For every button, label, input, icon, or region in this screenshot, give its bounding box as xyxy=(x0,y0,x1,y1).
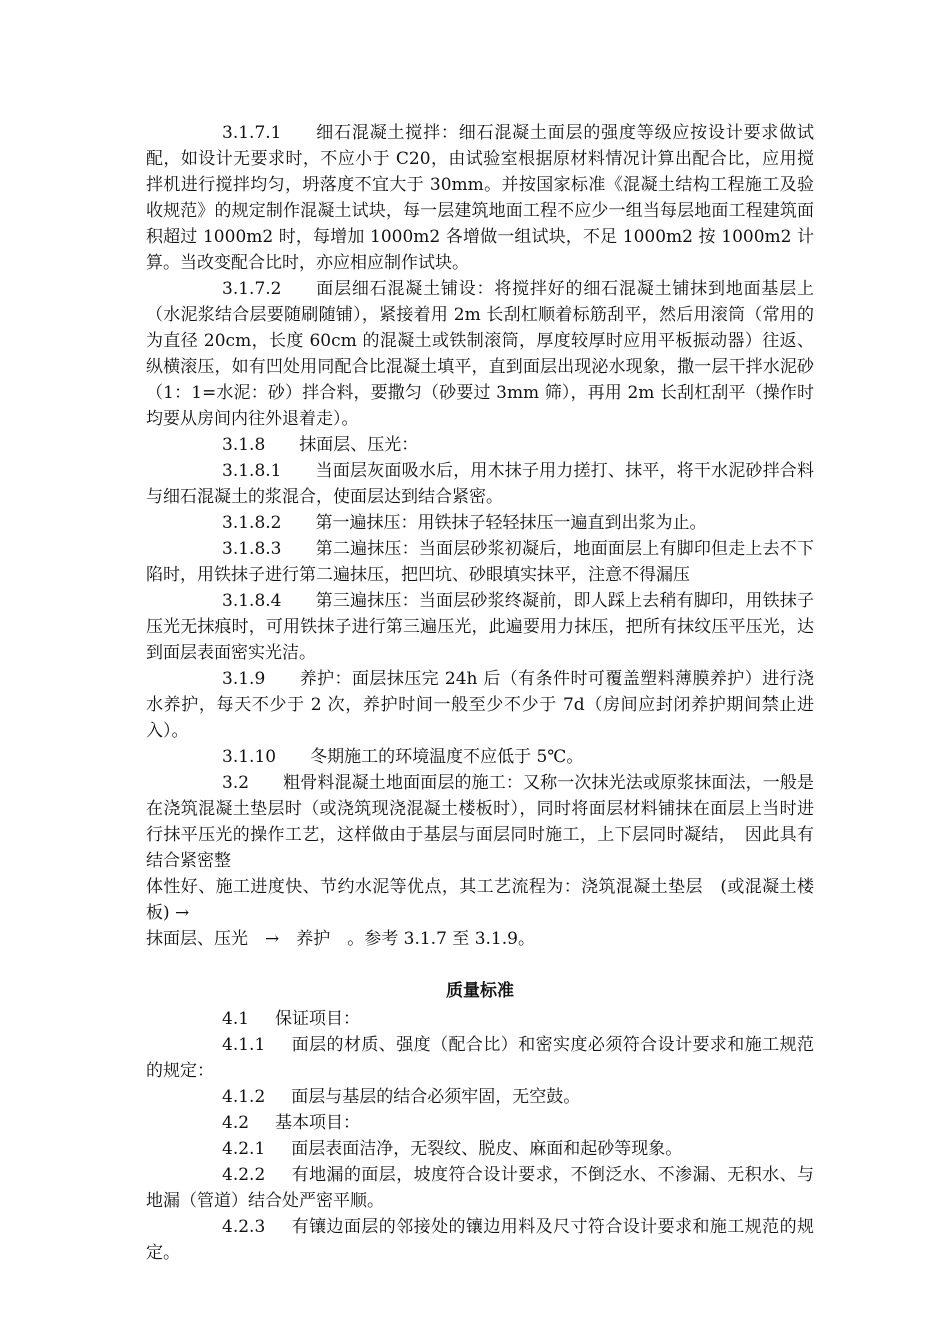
section-number: 3.1.8 xyxy=(222,435,266,455)
section-number: 4.2 xyxy=(222,1113,250,1133)
section-number: 3.1.8.2 xyxy=(222,513,282,533)
continuation-line-2: 抹面层、压光 → 养护 。参考 3.1.7 至 3.1.9。 xyxy=(146,929,535,949)
paragraph-text: 抹面层、压光： xyxy=(299,435,419,455)
paragraph-text: 保证项目： xyxy=(275,1009,361,1029)
paragraph-4-1 xyxy=(146,1006,814,1032)
paragraph-text: 细石混凝土搅拌：细石混凝土面层的强度等级应按设计要求做试配，如设计无要求时，不应小于 C20，由试验室根据原材料情况计算出配合比，应用搅拌机进行搅拌均匀，坍落度不宜大于 30mm。并按国家标准《混凝土结构工程施工及验收规范》的规定制作混凝土试块，每一层建筑地面工程不应少一组当每层地面工程建筑面积超过 1000m2 时，每增加 1000m2 各增做一组试块，不足 1000m2 按 1000m2 计算。当改变配合比时，亦应相应制作试块。 xyxy=(146,123,814,273)
paragraph-text: 当面层灰面吸水后，用木抹子用力搓打、抹平，将干水泥砂拌合料与细石混凝土的浆混合，使面层达到结合紧密。 xyxy=(146,461,814,507)
section-number: 3.1.7.1 xyxy=(222,123,282,143)
paragraph-4-2-2 xyxy=(146,1162,814,1214)
continuation-line-1: 体性好、施工进度快、节约水泥等优点，其工艺流程为：浇筑混凝土垫层 (或混凝土楼板) → xyxy=(146,877,814,923)
section-number: 3.1.9 xyxy=(222,669,266,689)
section-number: 4.1.1 xyxy=(222,1035,266,1055)
paragraph-4-2-3 xyxy=(146,1214,814,1266)
paragraph-text: 第二遍抹压：当面层砂浆初凝后，地面面层上有脚印但走上去不下陷时，用铁抹子进行第二遍抹压，把凹坑、砂眼填实抹平，注意不得漏压 xyxy=(146,539,814,585)
paragraph-3-1-9 xyxy=(146,666,814,744)
paragraph-text: 基本项目： xyxy=(275,1113,361,1133)
paragraph-text: 面层表面洁净，无裂纹、脱皮、麻面和起砂等现象。 xyxy=(291,1139,683,1159)
paragraph-text: 第一遍抹压：用铁抹子轻轻抹压一遍直到出浆为止。 xyxy=(315,513,707,533)
section-number: 4.1 xyxy=(222,1009,250,1029)
paragraph-text: 面层与基层的结合必须牢固，无空鼓。 xyxy=(291,1087,581,1107)
paragraph-3-1-8-2 xyxy=(146,510,814,536)
paragraph-text: 第三遍抹压：当面层砂浆终凝前，即人踩上去稍有脚印，用铁抹子压光无抹痕时，可用铁抹子进行第三遍压光，此遍要用力抹压，把所有抹纹压平压光，达到面层表面密实光洁。 xyxy=(146,591,814,663)
paragraph-3-1-8-1 xyxy=(146,458,814,510)
paragraph-3-1-8 xyxy=(146,432,814,458)
paragraph-3-1-8-3 xyxy=(146,536,814,588)
paragraph-3-1-7-2 xyxy=(146,276,814,432)
paragraph-3-1-8-4 xyxy=(146,588,814,666)
paragraph-4-2 xyxy=(146,1110,814,1136)
paragraph-3-1-7-1 xyxy=(146,120,814,276)
section-heading: 质量标准 xyxy=(446,981,514,1001)
paragraph-text: 面层的材质、强度（配合比）和密实度必须符合设计要求和施工规范的规定： xyxy=(146,1035,814,1081)
section-number: 3.2 xyxy=(222,773,250,793)
section-number: 4.2.2 xyxy=(222,1165,266,1185)
paragraph-text: 有地漏的面层，坡度符合设计要求，不倒泛水、不渗漏、无积水、与地漏（管道）结合处严密平顺。 xyxy=(146,1165,814,1211)
paragraph-4-1-2 xyxy=(146,1084,814,1110)
paragraph-4-1-1 xyxy=(146,1032,814,1084)
paragraph-text: 面层细石混凝土铺设：将搅拌好的细石混凝土铺抹到地面基层上（水泥浆结合层要随刷随铺），紧接着用 2m 长刮杠顺着标筋刮平，然后用滚筒（常用的为直径 20cm，长度 60cm 的混凝土或铁制滚筒，厚度较厚时应用平板振动器）往返、纵横滚压，如有凹处用同配合比混凝土填平，直到面层出现泌水现象，撒一层干拌水泥砂（1：1=水泥：砂）拌合料，要撒匀（砂要过 3mm 筛），再用 2m 长刮杠刮平（操作时均要从房间内往外退着走）。 xyxy=(146,279,814,429)
paragraph-text: 养护：面层抹压完 24h 后（有条件时可覆盖塑料薄膜养护）进行浇水养护，每天不少于 2 次，养护时间一般至少不少于 7d（房间应封闭养护期间禁止进入）。 xyxy=(146,669,814,741)
paragraph-3-2 xyxy=(146,770,814,874)
section-number: 4.1.2 xyxy=(222,1087,266,1107)
document-body xyxy=(146,120,814,1266)
section-number: 4.2.1 xyxy=(222,1139,266,1159)
section-number: 3.1.8.4 xyxy=(222,591,282,611)
paragraph-3-1-10 xyxy=(146,744,814,770)
paragraph-text: 冬期施工的环境温度不应低于 5℃。 xyxy=(310,747,584,767)
section-number: 3.1.7.2 xyxy=(222,279,282,299)
section-number: 3.1.10 xyxy=(222,747,277,767)
paragraph-4-2-1 xyxy=(146,1136,814,1162)
section-number: 3.1.8.3 xyxy=(222,539,282,559)
section-number: 3.1.8.1 xyxy=(222,461,282,481)
paragraph-text: 有镶边面层的邻接处的镶边用料及尺寸符合设计要求和施工规范的规定。 xyxy=(146,1217,814,1263)
paragraph-text: 粗骨料混凝土地面面层的施工：又称一次抹光法或原浆抹面法，一般是在浇筑混凝土垫层时（或浇筑现浇混凝土楼板时），同时将面层材料铺抹在面层上当时进行抹平压光的操作工艺，这样做由于基层与面层同时施工，上下层同时凝结， 因此具有结合紧密整 xyxy=(146,773,814,871)
section-number: 4.2.3 xyxy=(222,1217,266,1237)
